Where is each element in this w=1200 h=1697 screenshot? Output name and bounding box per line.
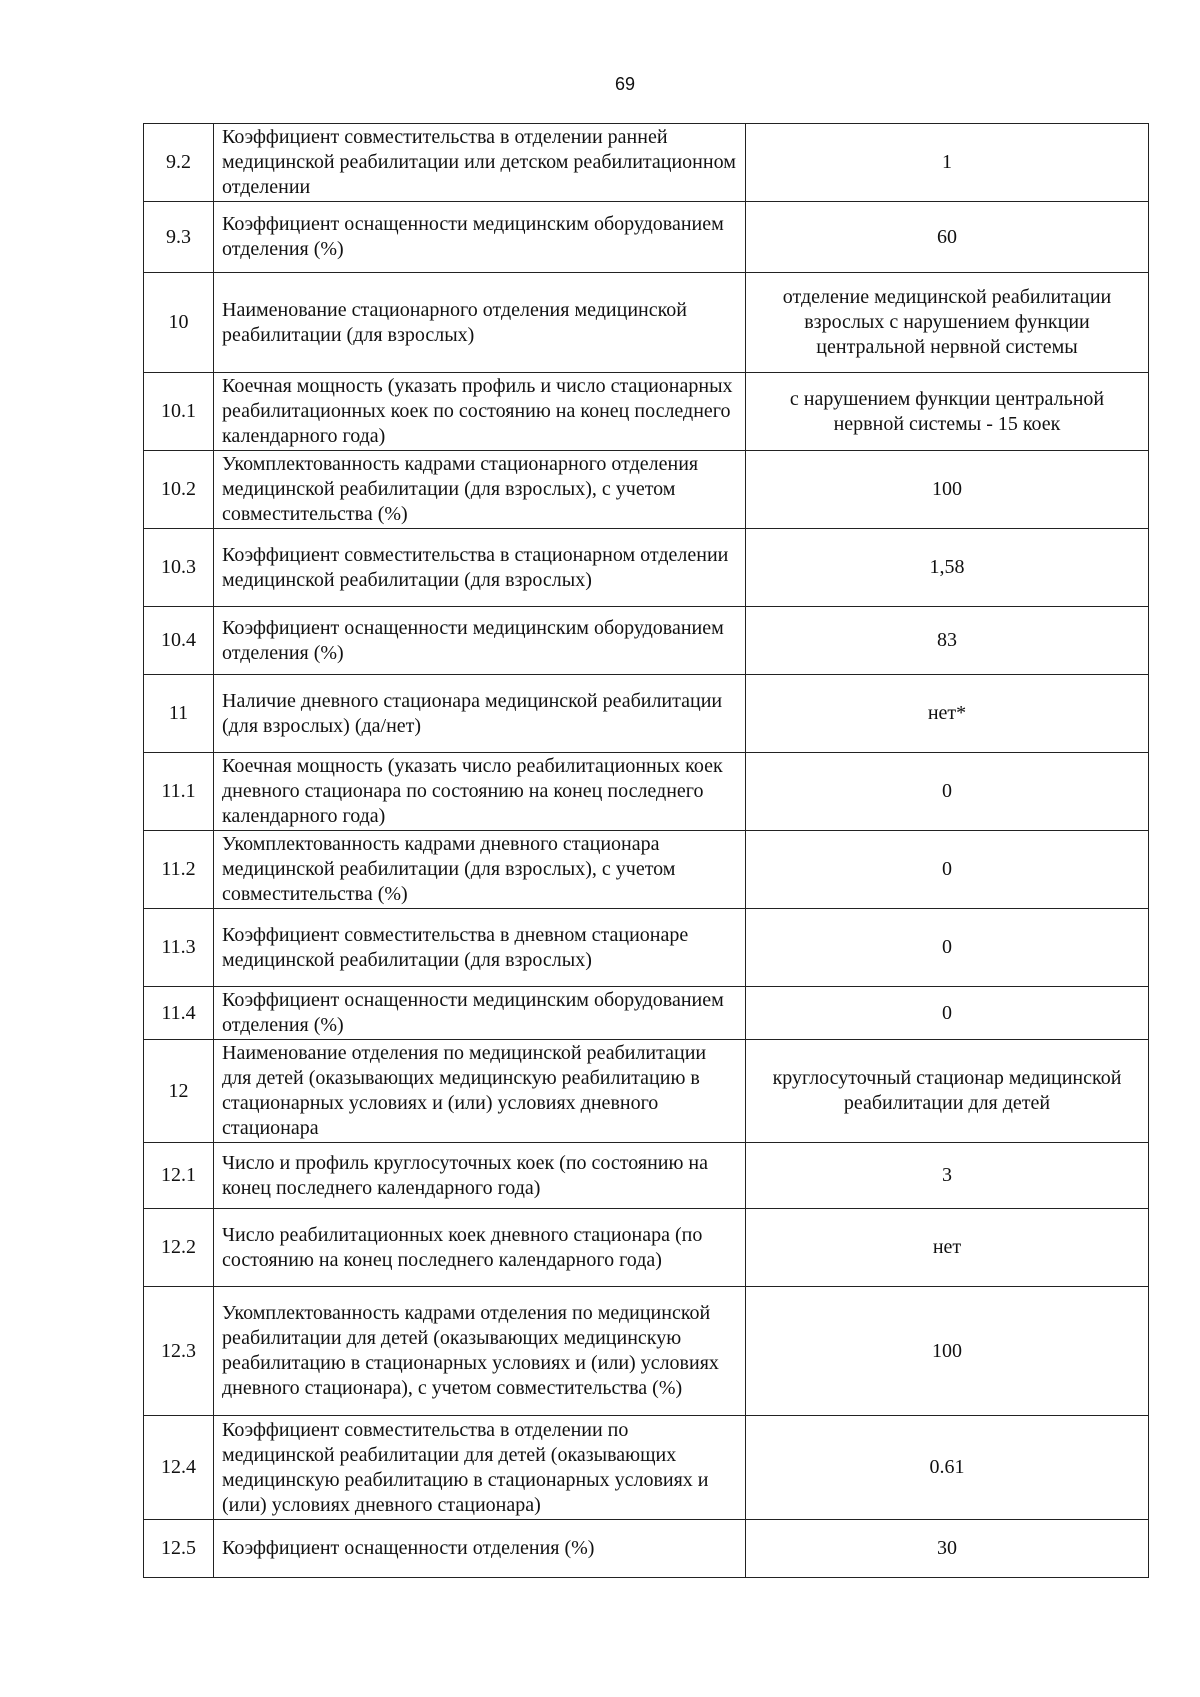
row-value: 0 <box>746 831 1149 909</box>
row-value: нет* <box>746 675 1149 753</box>
row-description: Укомплектованность кадрами отделения по медицинской реабилитации для детей (оказывающих медицинскую реабилитацию в стационарных условиях и (или) условиях дневного стационара), с учетом совместительства (%) <box>214 1287 746 1416</box>
table-row <box>144 909 1149 987</box>
table-row <box>144 675 1149 753</box>
row-number: 10.1 <box>144 373 214 451</box>
row-description: Укомплектованность кадрами стационарного отделения медицинской реабилитации (для взрослых), с учетом совместительства (%) <box>214 451 746 529</box>
row-description: Наименование стационарного отделения медицинской реабилитации (для взрослых) <box>214 273 746 373</box>
row-description: Коэффициент совместительства в дневном стационаре медицинской реабилитации (для взрослых) <box>214 909 746 987</box>
table-row <box>144 1209 1149 1287</box>
row-number: 9.2 <box>144 124 214 202</box>
row-number: 10 <box>144 273 214 373</box>
row-number: 11 <box>144 675 214 753</box>
table-row <box>144 1287 1149 1416</box>
row-number: 11.3 <box>144 909 214 987</box>
row-number: 12.5 <box>144 1520 214 1578</box>
row-description: Укомплектованность кадрами дневного стационара медицинской реабилитации (для взрослых), с учетом совместительства (%) <box>214 831 746 909</box>
row-number: 12.4 <box>144 1416 214 1520</box>
indicators-table <box>143 123 1149 1578</box>
row-number: 11.4 <box>144 987 214 1040</box>
table-row <box>144 124 1149 202</box>
row-description: Число и профиль круглосуточных коек (по состоянию на конец последнего календарного года) <box>214 1143 746 1209</box>
row-description: Коэффициент совместительства в отделении ранней медицинской реабилитации или детском реабилитационном отделении <box>214 124 746 202</box>
row-value: 100 <box>746 1287 1149 1416</box>
row-value: 1,58 <box>746 529 1149 607</box>
row-value: 0 <box>746 987 1149 1040</box>
row-description: Коэффициент оснащенности медицинским оборудованием отделения (%) <box>214 202 746 273</box>
row-value: 60 <box>746 202 1149 273</box>
table-row <box>144 1416 1149 1520</box>
row-number: 12 <box>144 1040 214 1143</box>
row-description: Коечная мощность (указать профиль и число стационарных реабилитационных коек по состоянию на конец последнего календарного года) <box>214 373 746 451</box>
row-number: 10.4 <box>144 607 214 675</box>
table-row <box>144 529 1149 607</box>
row-description: Наименование отделения по медицинской реабилитации для детей (оказывающих медицинскую реабилитацию в стационарных условиях и (или) условиях дневного стационара <box>214 1040 746 1143</box>
row-number: 12.3 <box>144 1287 214 1416</box>
row-value: круглосуточный стационар медицинской реабилитации для детей <box>746 1040 1149 1143</box>
table-row <box>144 202 1149 273</box>
row-description: Число реабилитационных коек дневного стационара (по состоянию на конец последнего календарного года) <box>214 1209 746 1287</box>
table-row <box>144 753 1149 831</box>
table-row <box>144 1143 1149 1209</box>
row-value: 0 <box>746 909 1149 987</box>
row-number: 10.3 <box>144 529 214 607</box>
table-row <box>144 607 1149 675</box>
row-number: 11.2 <box>144 831 214 909</box>
row-value: 83 <box>746 607 1149 675</box>
row-description: Коэффициент оснащенности медицинским оборудованием отделения (%) <box>214 607 746 675</box>
row-value: 3 <box>746 1143 1149 1209</box>
row-description: Коэффициент оснащенности отделения (%) <box>214 1520 746 1578</box>
row-description: Коечная мощность (указать число реабилитационных коек дневного стационара по состоянию на конец последнего календарного года) <box>214 753 746 831</box>
row-value: 0 <box>746 753 1149 831</box>
row-value: 1 <box>746 124 1149 202</box>
row-description: Наличие дневного стационара медицинской реабилитации (для взрослых) (да/нет) <box>214 675 746 753</box>
table-row <box>144 451 1149 529</box>
row-number: 12.1 <box>144 1143 214 1209</box>
table-row <box>144 1040 1149 1143</box>
row-value: 30 <box>746 1520 1149 1578</box>
row-value: с нарушением функции центральной нервной системы - 15 коек <box>746 373 1149 451</box>
row-value: отделение медицинской реабилитации взрослых с нарушением функции центральной нервной системы <box>746 273 1149 373</box>
table-row <box>144 273 1149 373</box>
row-description: Коэффициент оснащенности медицинским оборудованием отделения (%) <box>214 987 746 1040</box>
row-number: 12.2 <box>144 1209 214 1287</box>
row-description: Коэффициент совместительства в стационарном отделении медицинской реабилитации (для взрослых) <box>214 529 746 607</box>
row-value: нет <box>746 1209 1149 1287</box>
table-row <box>144 373 1149 451</box>
row-description: Коэффициент совместительства в отделении по медицинской реабилитации для детей (оказывающих медицинскую реабилитацию в стационарных условиях и (или) условиях дневного стационара) <box>214 1416 746 1520</box>
row-value: 100 <box>746 451 1149 529</box>
table-row <box>144 831 1149 909</box>
table-row <box>144 987 1149 1040</box>
row-number: 10.2 <box>144 451 214 529</box>
page-number: 69 <box>614 74 636 94</box>
row-value: 0.61 <box>746 1416 1149 1520</box>
row-number: 9.3 <box>144 202 214 273</box>
table-row <box>144 1520 1149 1578</box>
row-number: 11.1 <box>144 753 214 831</box>
